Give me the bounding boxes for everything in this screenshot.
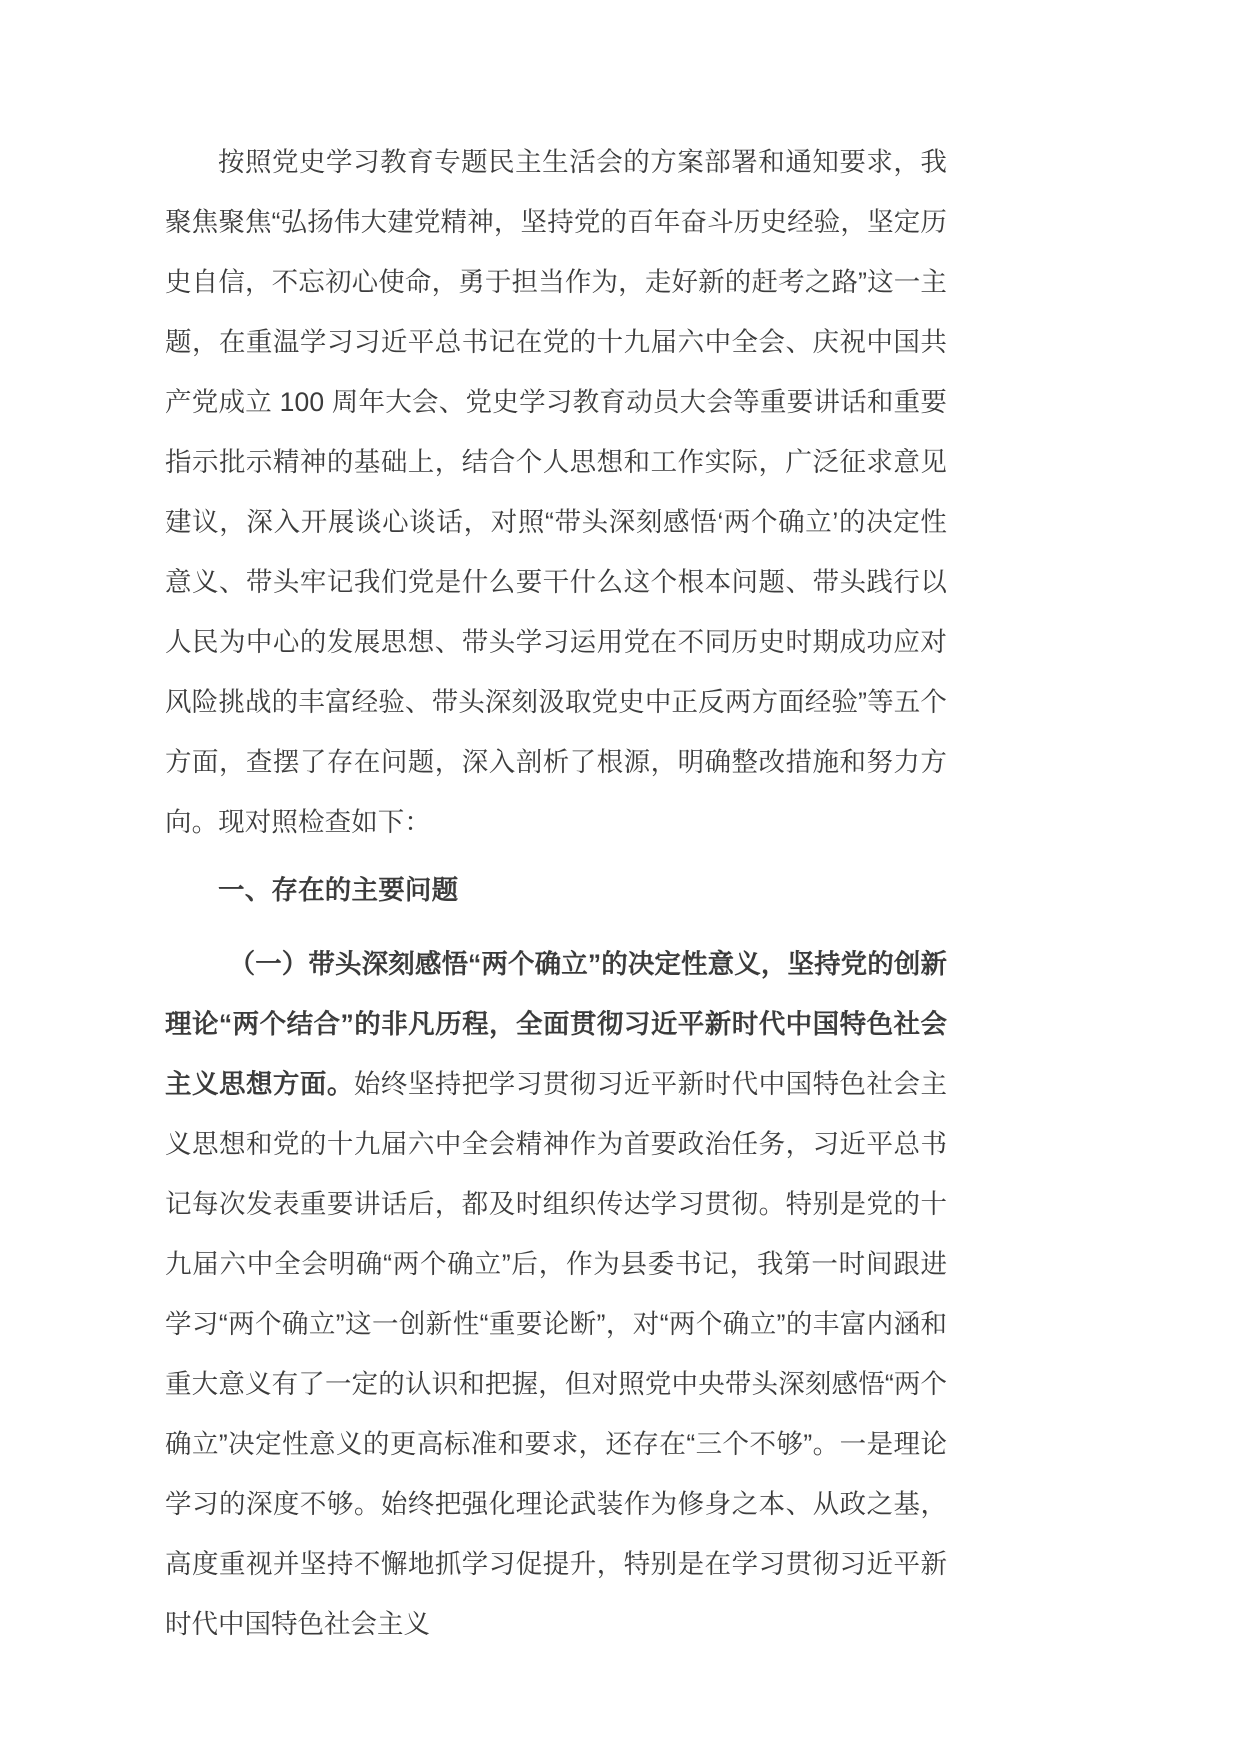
opening-paragraph: 按照党史学习教育专题民主生活会的方案部署和通知要求，我聚焦聚焦“弘扬伟大建党精神，坚持党的百年奋斗历史经验，坚定历史自信，不忘初心使命，勇于担当作为，走好新的赶考之路”这一主题，在重温学习习近平总书记在党的十九届六中全会、庆祝中国共产党成立 100 周年大会、党史学习教育动员大会等重要讲话和重要指示批示精神的基础上，结合个人思想和工作实际，广泛征求意见建议，深入开展谈心谈话，对照“带头深刻感悟‘两个确立’的决定性意义、带头牢记我们党是什么要干什么这个根本问题、带头践行以人民为中心的发展思想、带头学习运用党在不同历史时期成功应对风险挑战的丰富经验、带头深刻汲取党史中正反两方面经验”等五个方面，查摆了存在问题，深入剖析了根源，明确整改措施和努力方向。现对照检查如下： <box>165 147 947 837</box>
heading-spacer <box>165 920 947 934</box>
subsection-heading-one-bold-run: （一）带头深刻感悟“两个确立”的决定性意义，坚持党的创新理论“两个结合”的非凡历程，全面贯彻习近平新时代中国特色社会主义思想方面。 <box>165 949 947 1099</box>
subsection-paragraph-one <box>165 934 947 1654</box>
subsection-body-one-text: 始终坚持把学习贯彻习近平新时代中国特色社会主义思想和党的十九届六中全会精神作为首要政治任务，习近平总书记每次发表重要讲话后，都及时组织传达学习贯彻。特别是党的十九届六中全会明确“两个确立”后，作为县委书记，我第一时间跟进学习“两个确立”这一创新性“重要论断”，对“两个确立”的丰富内涵和重大意义有了一定的认识和把握，但对照党中央带头深刻感悟“两个确立”决定性意义的更高标准和要求，还存在“三个不够”。一是理论学习的深度不够。始终把强化理论武装作为修身之本、从政之基，高度重视并坚持不懈地抓学习促提升，特别是在学习贯彻习近平新时代中国特色社会主义 <box>165 1069 947 1639</box>
paragraph-spacer <box>165 852 947 860</box>
document-body <box>165 132 947 1654</box>
section-heading-existing-main-problems: 一、存在的主要问题 <box>218 875 459 905</box>
